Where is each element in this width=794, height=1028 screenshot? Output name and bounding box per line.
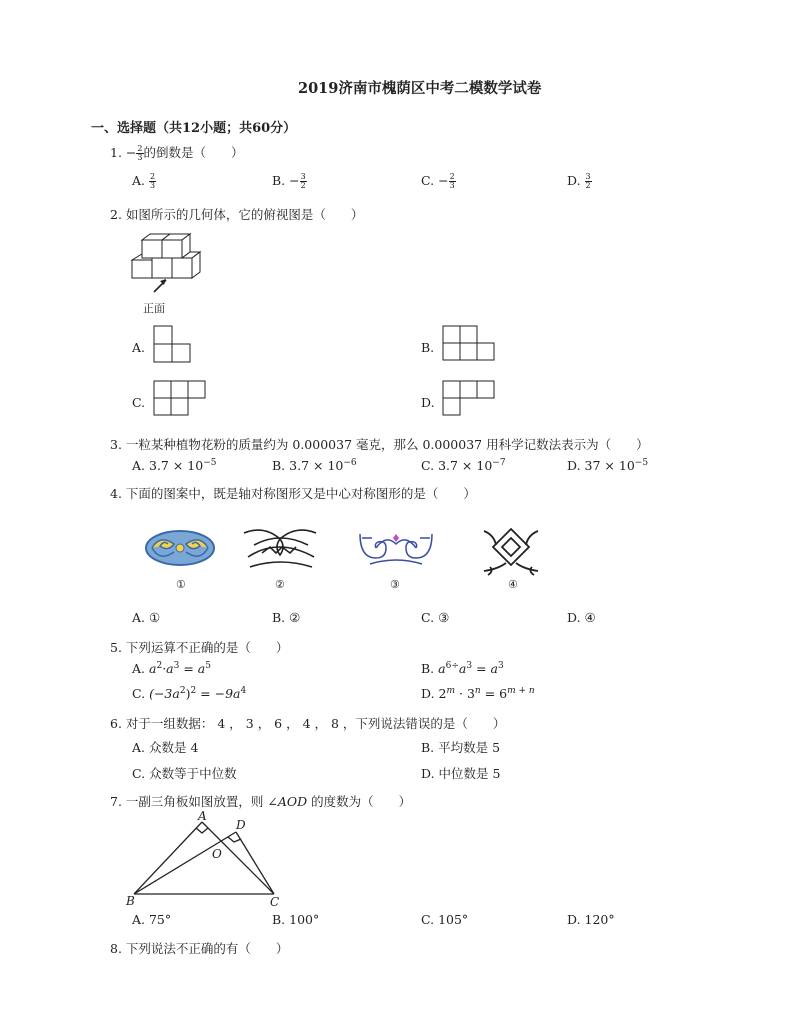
q7-triangle-figure [124,809,294,909]
q2-option-b-figure [443,326,503,366]
q7-option-a[interactable]: A. 75° [132,912,172,927]
pattern-3-figure [356,528,436,572]
pattern-1-label: ① [176,578,186,591]
q6-option-b[interactable]: B. 平均数是 5 [421,740,501,755]
q2-option-a[interactable]: A. [132,340,146,355]
pattern-2-label: ② [275,578,285,591]
q2-solid-figure [128,232,208,302]
q6-stem: 6. 对于一组数据： 4 ， 3 ， 6 ， 4 ， 8 ，下列说法错误的是（ ） [110,716,506,731]
q5-option-a[interactable]: A. $a^2\cdot a^3 = a^5$ [132,661,211,677]
q2-option-a-figure [154,326,194,366]
q1-stem: 1. − $\frac{2}{3}$ 的倒数是（ ） [110,144,244,162]
q2-option-c-figure [154,381,214,421]
q2-option-d-figure [443,381,503,421]
q5-option-b[interactable]: B. $a^{6\div}a^3 = a^3$ [421,661,504,677]
point-a-label: A [198,809,207,823]
q1-option-b[interactable]: B. − $\frac{3}{2}$ [272,172,306,190]
section-heading: 一、选择题（共12小题；共60分） [91,121,297,136]
q4-option-d[interactable]: D. ④ [567,610,596,625]
q7-option-c[interactable]: C. 105° [421,912,469,927]
q3-option-d[interactable]: D. $37 \times 10^{-5}$ [567,458,649,474]
pattern-2-figure [240,523,322,573]
front-view-label: 正面 [143,302,165,315]
q6-option-d[interactable]: D. 中位数是 5 [421,766,501,781]
q3-stem: 3. 一粒某种植物花粉的质量约为 0.000037 毫克，那么 0.000037 用科学记数法表示为（ ） [110,437,649,452]
q8-stem: 8. 下列说法不正确的有（ ） [110,941,289,956]
q2-option-c[interactable]: C. [132,395,146,410]
q6-option-a[interactable]: A. 众数是 4 [132,740,199,755]
q6-option-c[interactable]: C. 众数等于中位数 [132,766,237,781]
q5-option-d[interactable]: D. $2^m \cdot 3^n = 6^{m + n}$ [421,686,535,702]
q1-option-c[interactable]: C. − $\frac{2}{3}$ [421,172,455,190]
q7-stem: 7. 一副三角板如图放置，则 ∠AOD 的度数为（ ） [110,794,412,809]
pattern-1-figure [144,528,216,568]
q3-option-c[interactable]: C. $3.7 \times 10^{-7}$ [421,458,506,474]
q1-option-d[interactable]: D. $\frac{3}{2}$ [567,172,591,190]
q1-option-a[interactable]: A. $\frac{2}{3}$ [132,172,156,190]
pattern-4-label: ④ [508,578,518,591]
pattern-3-label: ③ [390,578,400,591]
page-title: 2019济南市槐荫区中考二模数学试卷 [298,80,542,97]
q3-option-a[interactable]: A. $3.7 \times 10^{-5}$ [132,458,217,474]
q4-stem: 4. 下面的图案中，既是轴对称图形又是中心对称图形的是（ ） [110,486,476,501]
q4-option-b[interactable]: B. ② [272,610,301,625]
q4-option-c[interactable]: C. ③ [421,610,450,625]
q2-option-b[interactable]: B. [421,340,435,355]
q7-option-d[interactable]: D. 120° [567,912,615,927]
q2-stem: 2. 如图所示的几何体，它的俯视图是（ ） [110,207,364,222]
pattern-4-figure [478,523,544,579]
q5-option-c[interactable]: C. $(-3a^2)^2 = -9a^4$ [132,686,247,702]
q7-option-b[interactable]: B. 100° [272,912,320,927]
q2-option-d[interactable]: D. [421,395,435,410]
q5-stem: 5. 下列运算不正确的是（ ） [110,640,289,655]
point-b-label: B [126,894,135,908]
point-o-label: O [212,847,222,861]
q3-option-b[interactable]: B. $3.7 \times 10^{-6}$ [272,458,357,474]
q4-option-a[interactable]: A. ① [132,610,161,625]
point-c-label: C [270,895,280,909]
point-d-label: D [236,818,246,832]
